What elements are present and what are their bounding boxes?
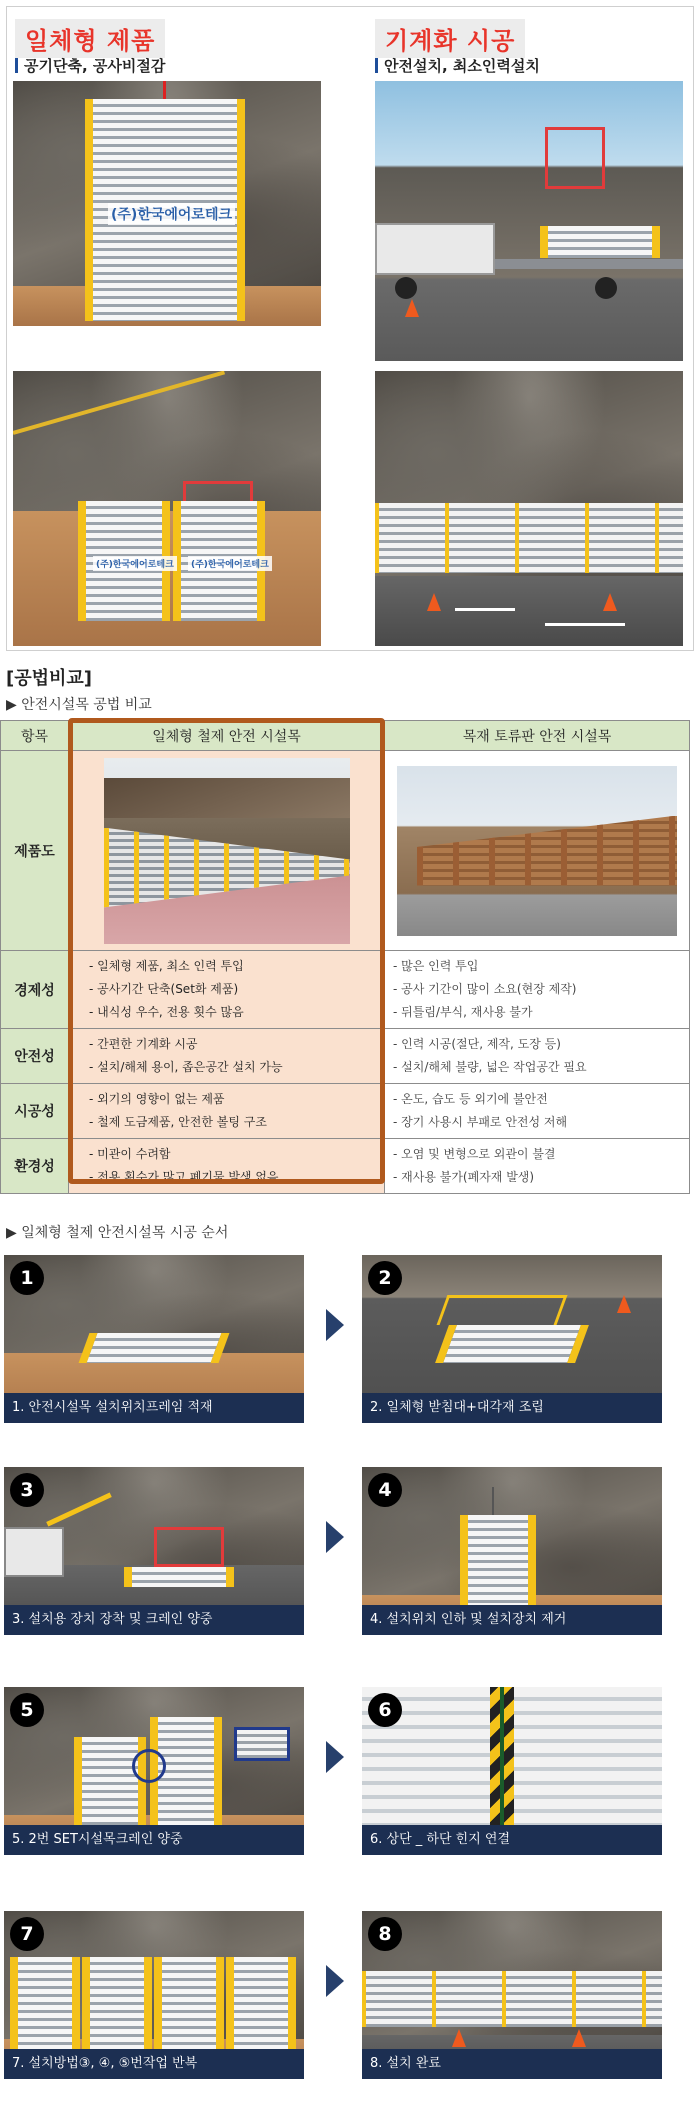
step-number: 6: [368, 1693, 402, 1727]
arrow-right-icon: [326, 1965, 344, 1997]
wood-point: - 오염 및 변형으로 외관이 불결: [393, 1147, 556, 1161]
header-steel: 일체형 철제 안전 시설목: [69, 721, 385, 751]
step-caption: 5. 2번 SET시설목크레인 양중: [4, 1825, 304, 1855]
category-cell: 안전성: [1, 1029, 69, 1084]
steel-cell: [69, 1139, 385, 1194]
wood-point: - 재사용 불가(폐자재 발생): [393, 1170, 535, 1184]
logo-text: (주)한국에어로테크: [93, 556, 177, 571]
steel-point: - 철제 도금제품, 안전한 볼팅 구조: [89, 1115, 267, 1129]
right-subtitle: [375, 55, 540, 76]
wood-point: - 공사 기간이 많이 소요(현장 제작): [393, 982, 577, 996]
header-item: 항목: [1, 721, 69, 751]
steel-cell: [69, 1084, 385, 1139]
step-8: [362, 1911, 662, 2079]
wood-cell: [385, 951, 690, 1029]
step-caption: 3. 설치용 장치 장착 및 크레인 양중: [4, 1605, 304, 1635]
step-7: [4, 1911, 304, 2079]
subtitle-bar-icon: [375, 58, 378, 73]
table-row: [1, 751, 690, 951]
arrow-right-icon: [326, 1741, 344, 1773]
left-title: 일체형 제품: [15, 19, 165, 58]
left-subtitle-text: 공기단축, 공사비절감: [24, 57, 166, 75]
step-number: 4: [368, 1473, 402, 1507]
wood-point: - 인력 시공(절단, 제작, 도장 등): [393, 1037, 561, 1051]
table-row: [1, 951, 690, 1029]
photo-single-unit: [13, 81, 321, 326]
arrow-right-icon: [326, 1521, 344, 1553]
right-title: 기계화 시공: [375, 19, 525, 58]
steel-point: - 간편한 기계화 시공: [89, 1037, 198, 1051]
table-row: [1, 1084, 690, 1139]
photo-two-units: [13, 371, 321, 646]
table-row: [1, 1139, 690, 1194]
step-caption: 8. 설치 완료: [362, 2049, 662, 2079]
wood-fence-photo: [397, 766, 677, 936]
category-cell: 환경성: [1, 1139, 69, 1194]
subtitle-bar-icon: [15, 58, 18, 73]
table-header-row: [1, 721, 690, 751]
step-number: 5: [10, 1693, 44, 1727]
wood-cell: [385, 1029, 690, 1084]
right-subtitle-text: 안전설치, 최소인력설치: [384, 57, 540, 75]
arrow-right-icon: [326, 1309, 344, 1341]
step-6: [362, 1687, 662, 1855]
step-number: 7: [10, 1917, 44, 1951]
step-caption: 2. 일체형 받침대+대각재 조립: [362, 1393, 662, 1423]
steel-point: - 설치/해체 용이, 좁은공간 설치 가능: [89, 1060, 283, 1074]
photo-crane-truck: [375, 81, 683, 361]
step-number: 3: [10, 1473, 44, 1507]
step-number: 2: [368, 1261, 402, 1295]
steel-point: - 일체형 제품, 최소 인력 투입: [89, 959, 244, 973]
wood-image-cell: [385, 751, 690, 951]
comparison-title: [공법비교]: [6, 668, 93, 689]
steel-point: - 미관이 수려함: [89, 1147, 171, 1161]
wood-point: - 많은 인력 투입: [393, 959, 479, 973]
category-cell: 시공성: [1, 1084, 69, 1139]
steel-cell: [69, 1029, 385, 1084]
photo-finished-fence: [375, 371, 683, 646]
step-4: [362, 1467, 662, 1635]
step-2: [362, 1255, 662, 1423]
step-number: 1: [10, 1261, 44, 1295]
steel-point: - 내식성 우수, 전용 횟수 많음: [89, 1005, 244, 1019]
steel-fence-photo: [104, 758, 350, 944]
step-caption: 6. 상단 _ 하단 힌지 연결: [362, 1825, 662, 1855]
wood-point: - 장기 사용시 부패로 안전성 저해: [393, 1115, 568, 1129]
comparison-table: [0, 720, 690, 1194]
logo-text: (주)한국에어로테크: [108, 203, 235, 225]
wood-cell: [385, 1139, 690, 1194]
left-subtitle: [15, 55, 165, 76]
steel-point: - 전용 횟수가 많고 폐기물 발생 없음: [89, 1170, 279, 1184]
logo-text: (주)한국에어로테크: [188, 556, 272, 571]
procedure-title: ▶ 일체형 철제 안전시설목 시공 순서: [6, 1225, 229, 1241]
comparison-subtitle: ▶ 안전시설목 공법 비교: [6, 697, 152, 713]
step-1: [4, 1255, 304, 1423]
steel-cell: [69, 951, 385, 1029]
step-caption: 7. 설치방법③, ④, ⑤번작업 반복: [4, 2049, 304, 2079]
table-row: [1, 1029, 690, 1084]
wood-cell: [385, 1084, 690, 1139]
steel-image-cell: [69, 751, 385, 951]
steel-point: - 공사기간 단축(Set화 제품): [89, 982, 239, 996]
steel-point: - 외기의 영향이 없는 제품: [89, 1092, 225, 1106]
category-cell: 경제성: [1, 951, 69, 1029]
wood-point: - 뒤틀림/부식, 재사용 불가: [393, 1005, 533, 1019]
product-showcase: [6, 6, 694, 651]
wood-point: - 온도, 습도 등 외기에 불안전: [393, 1092, 548, 1106]
step-caption: 1. 안전시설목 설치위치프레임 적재: [4, 1393, 304, 1423]
header-wood: 목재 토류판 안전 시설목: [385, 721, 690, 751]
step-3: [4, 1467, 304, 1635]
wood-point: - 설치/해체 불량, 넓은 작업공간 필요: [393, 1060, 587, 1074]
step-5: [4, 1687, 304, 1855]
category-cell: 제품도: [1, 751, 69, 951]
step-number: 8: [368, 1917, 402, 1951]
step-caption: 4. 설치위치 인하 및 설치장치 제거: [362, 1605, 662, 1635]
